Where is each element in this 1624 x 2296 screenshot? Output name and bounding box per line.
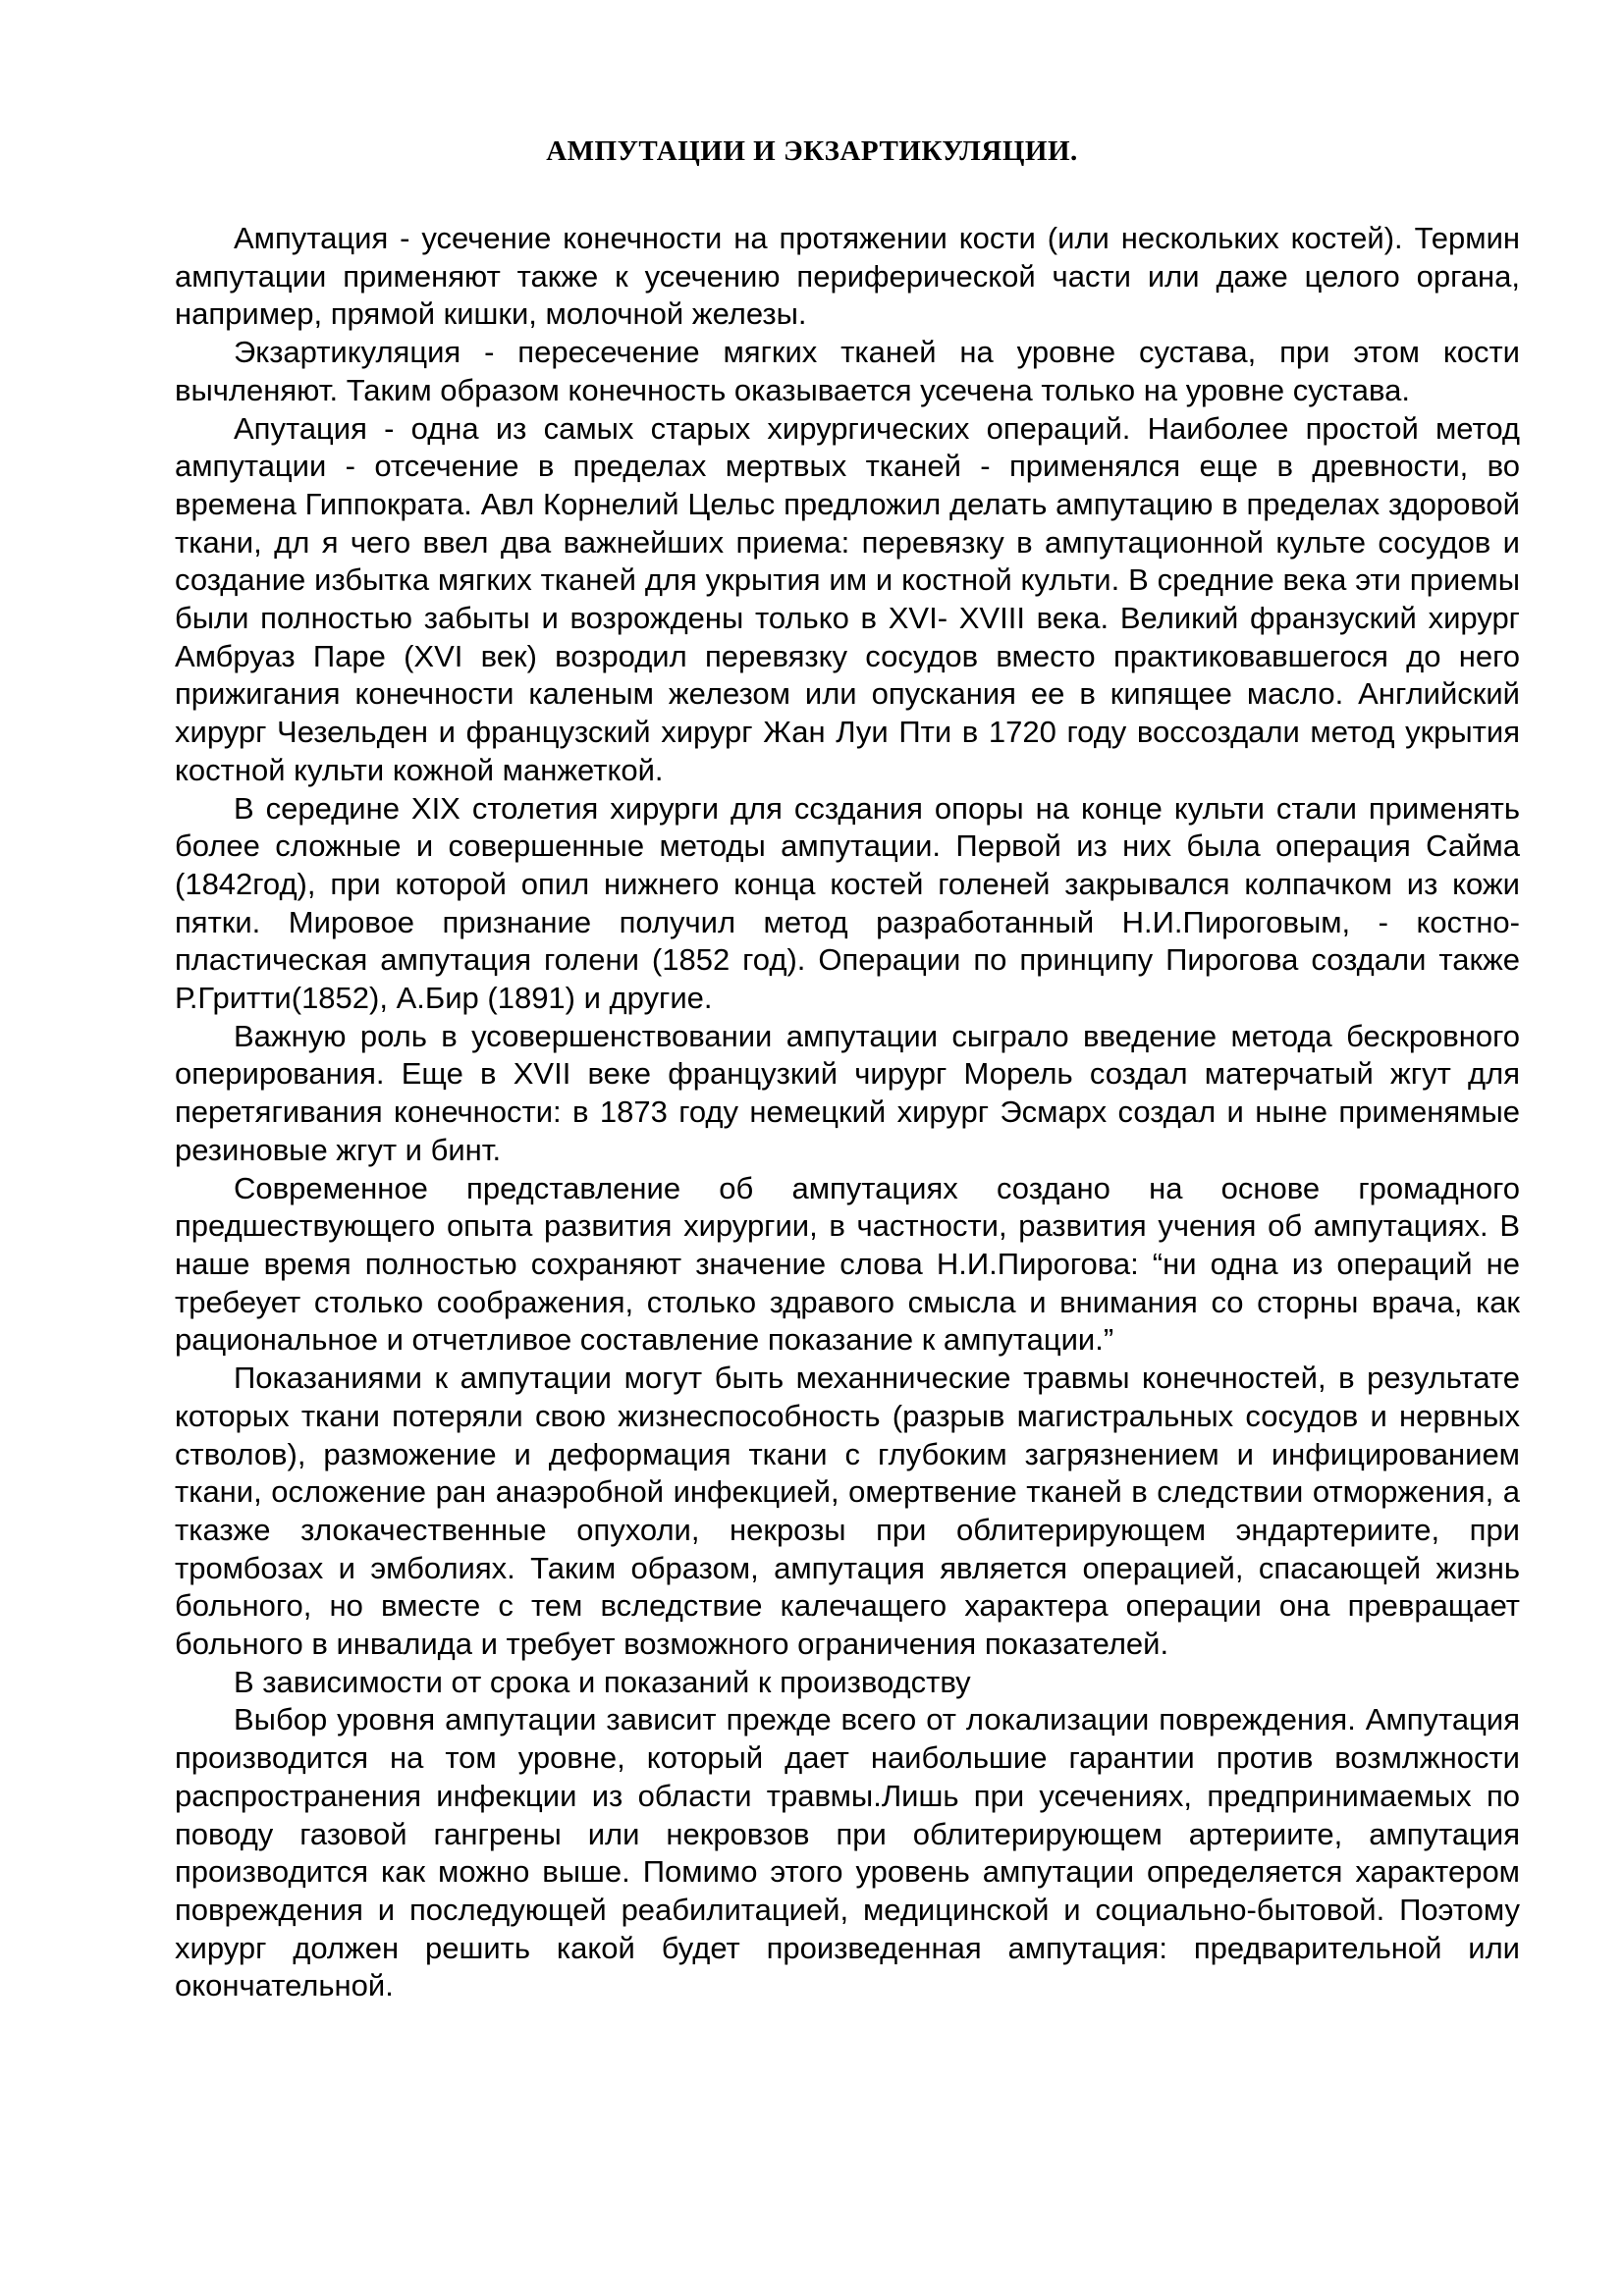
paragraph-modern-view: Современное представление об ампутациях создано на основе громадного предшествующего опыта развития хирургии, в частности, развития учения об ампутациях. В наше время полностью сохраняют значение слова Н.И.Пирогова: “ни одна из операций не требеует столько соображения, столько здравого смысла и внимания со сторны врача, как рациональное и отчетливое составление показание к ампутации.” [175, 1170, 1520, 1358]
paragraph-bloodless-surgery: Важную роль в усовершенствовании ампутации сыграло введение метода бескровного оперирования. Еще в XVII веке французкий чирург Морель создал матерчатый жгут для перетягивания конечности: в 1873 году немецкий хирург Эсмарх создал и ныне применямые резиновые жгут и бинт. [175, 1018, 1520, 1167]
paragraph-history: Апутация - одна из самых старых хирургических операций. Наиболее простой метод ампутации - отсечение в пределах мертвых тканей - применялся еще в древности, во времена Гиппократа. Авл Корнелий Цельс предложил делать ампутацию в пределах здоровой ткани, дл я чего ввел два важнейших приема: перевязку в ампутационной культе сосудов и создание избытка мягких тканей для укрытия им и костной культи. В средние века эти приемы были полностью забыты и возрождены только в XVI- XVIII века. Великий франзуский хирург Амбруаз Паре (XVI век) возродил перевязку сосудов вместо практиковавшегося до него прижигания конечности каленым железом или опускания ее в кипящее масло. Английский хирург Чезельден и французский хирург Жан Луи Пти в 1720 году воссоздали метод укрытия костной культи кожной манжеткой. [175, 410, 1520, 787]
document-body [175, 220, 1520, 2005]
paragraph-level-choice: Выбор уровня ампутации зависит прежде всего от локализации повреждения. Ампутация производится на том уровне, который дает наибольшие гарантии против возмлжности распространения инфекции из области травмы.Лишь при усечениях, предпринимаемых по поводу газовой гангрены или некровзов при облитерирующем артериите, ампутация производится как можно выше. Помимо этого уровень ампутации определяется характером повреждения и последующей реабилитацией, медицинской и социально-бытовой. Поэтому хирург должен решить какой будет произведенная ампутация: предварительной или окончательной. [175, 1702, 1520, 2003]
paragraph-timing: В зависимости от срока и показаний к производству [234, 1664, 971, 1699]
paragraph-exarticulation-definition: Экзартикуляция - пересечение мягких тканей на уровне сустава, при этом кости вычленяют. Таким образом конечность оказывается усечена только на уровне сустава. [175, 335, 1520, 407]
document-title: АМПУТАЦИИ И ЭКЗАРТИКУЛЯЦИИ. [546, 135, 1078, 167]
paragraph-indications: Показаниями к ампутации могут быть механнические травмы конечностей, в результате которых ткани потеряли свою жизнеспособность (разрыв магистральных сосудов и нервных стволов), разможение и деформация ткани с глубоким загрязнением и инфицированием ткани, осложение ран анаэробной инфекцией, омертвение тканей в следствии отморжения, а тказже злокачественные опухоли, некрозы при облитерирующем эндартериите, при тромбозах и эмболиях. Таким образом, ампутация является операцией, спасающей жизнь больного, но вместе с тем вследствие калечащего характера операции она превращает больного в инвалида и требует возможного ограничения показателей. [175, 1361, 1520, 1662]
paragraph-nineteenth-century: В середине XIX столетия хирурги для ссздания опоры на конце культи стали применять более сложные и совершенные методы ампутации. Первой из них была операция Сайма (1842год), при которой опил нижнего конца костей голеней закрывался колпачком из кожи пятки. Мировое признание получил метод разработанный Н.И.Пироговым, - костно-пластическая ампутация голени (1852 год). Операции по принципу Пирогова создали также Р.Гритти(1852), А.Бир (1891) и другие. [175, 790, 1520, 1016]
paragraph-amputation-definition: Ампутация - усечение конечности на протяжении кости (или нескольких костей). Термин ампутации применяют также к усечению периферической части или даже целого органа, например, прямой кишки, молочной железы. [175, 221, 1520, 332]
